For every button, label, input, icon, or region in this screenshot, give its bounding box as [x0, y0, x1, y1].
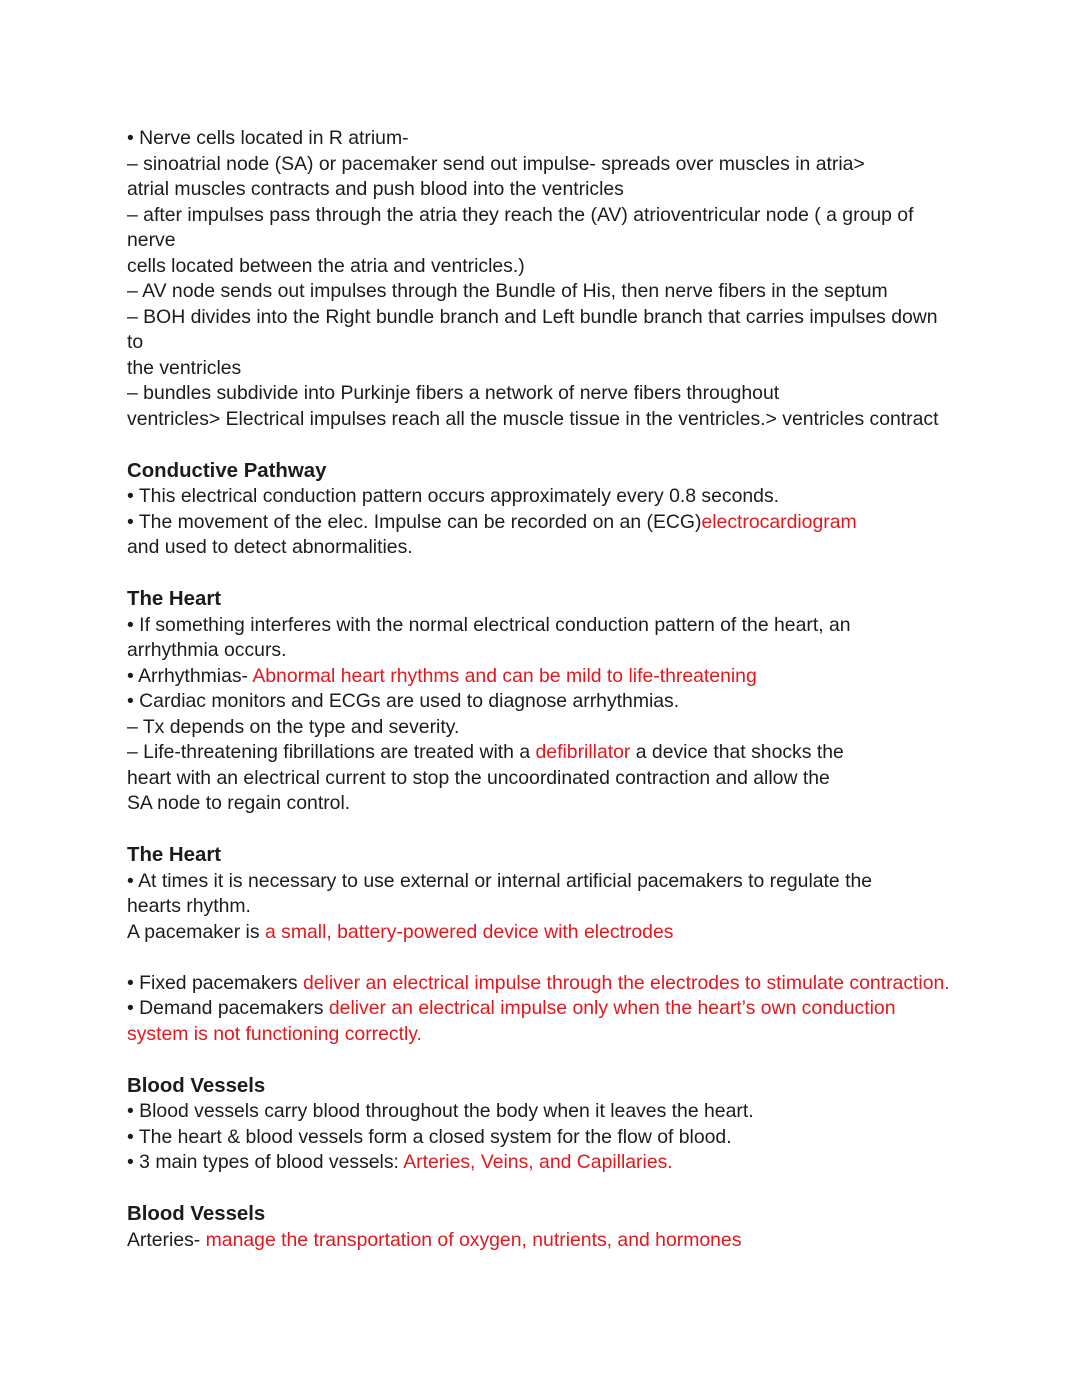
- intro-line-7: – AV node sends out impulses through the Bundle of His, then nerve fibers in the septum: [127, 280, 888, 302]
- heart-section-2: [127, 842, 967, 1047]
- text-span: a device that shocks the: [630, 741, 844, 763]
- intro-line-12: ventricles> Electrical impulses reach all the muscle tissue in the ventricles.> ventricles contract: [127, 407, 939, 430]
- heart2-line-5: [127, 996, 967, 1022]
- text-span: • 3 main types of blood vessels:: [127, 1151, 404, 1173]
- conductive-pathway-section: [127, 458, 967, 561]
- text-span: • Arrhythmias-: [127, 664, 253, 687]
- heart-section-1: [127, 586, 967, 817]
- text-span: • The movement of the elec. Impulse can be recorded on an (ECG): [127, 510, 702, 533]
- heart2-line-4: [127, 971, 967, 997]
- section-heading: Conductive Pathway: [127, 459, 327, 482]
- text-span: A pacemaker is: [127, 920, 265, 943]
- notes-content: [127, 126, 967, 1253]
- highlight-span: Abnormal heart rhythms and can be mild to life-threatening: [252, 664, 757, 687]
- text-span: – Life-threatening fibrillations are treated with a: [127, 741, 536, 763]
- conductive-line-1: • This electrical conduction pattern occurs approximately every 0.8 seconds.: [127, 485, 780, 507]
- vessels1-line-3: [127, 1150, 967, 1176]
- vessels1-line-1: • Blood vessels carry blood throughout the body when it leaves the heart.: [127, 1100, 754, 1122]
- intro-section: [127, 126, 967, 432]
- intro-line-3: atrial muscles contracts and push blood into the ventricles: [127, 178, 624, 200]
- intro-line-9: to: [127, 331, 144, 353]
- vessels1-line-2: • The heart & blood vessels form a closed system for the flow of blood.: [127, 1125, 732, 1148]
- highlight-span: electrocardiogram: [701, 510, 857, 533]
- text-span: Arteries-: [127, 1228, 206, 1251]
- text-span: • Fixed pacemakers: [127, 971, 303, 994]
- heart1-line-5: – Tx depends on the type and severity.: [127, 715, 460, 738]
- heart1-line-1: • If something interferes with the normal electrical conduction pattern of the heart, an: [127, 613, 851, 636]
- intro-line-11: – bundles subdivide into Purkinje fibers a network of nerve fibers throughout: [127, 382, 780, 404]
- highlight-span: defibrillator: [535, 741, 631, 763]
- section-heading: The Heart: [127, 588, 222, 610]
- heart1-line-6: [127, 740, 967, 766]
- conductive-line-3: and used to detect abnormalities.: [127, 536, 413, 558]
- heart1-line-3: [127, 664, 967, 690]
- intro-line-4: – after impulses pass through the atria they reach the (AV) atrioventricular node ( a group of: [127, 203, 914, 226]
- heart1-line-4: • Cardiac monitors and ECGs are used to diagnose arrhythmias.: [127, 690, 680, 712]
- intro-line-5: nerve: [127, 229, 176, 251]
- intro-line-2: – sinoatrial node (SA) or pacemaker send out impulse- spreads over muscles in atria>: [127, 152, 865, 175]
- section-heading: Blood Vessels: [127, 1203, 266, 1225]
- section-gap: [127, 817, 967, 843]
- heart2-line-3: [127, 920, 967, 946]
- section-gap: [127, 561, 967, 587]
- section-gap: [127, 432, 967, 458]
- section-gap: [127, 1176, 967, 1202]
- intro-line-8: – BOH divides into the Right bundle branch and Left bundle branch that carries impulses down: [127, 305, 938, 328]
- intro-line-10: the ventricles: [127, 356, 242, 379]
- heart1-line-7: heart with an electrical current to stop the uncoordinated contraction and allow the: [127, 766, 830, 789]
- highlight-span: Arteries, Veins, and Capillaries.: [403, 1151, 673, 1173]
- highlight-span: deliver an electrical impulse through the electrodes to stimulate contraction.: [302, 971, 950, 994]
- blood-vessels-section-1: [127, 1073, 967, 1176]
- heart2-line-6: system is not functioning correctly.: [127, 1022, 422, 1045]
- section-gap: [127, 1047, 967, 1073]
- heart1-line-2: arrhythmia occurs.: [127, 639, 287, 661]
- highlight-span: manage the transportation of oxygen, nutrients, and hormones: [205, 1228, 742, 1251]
- blood-vessels-section-2: [127, 1201, 967, 1253]
- conductive-line-2: [127, 510, 967, 536]
- heart1-line-8: SA node to regain control.: [127, 792, 351, 814]
- section-heading: Blood Vessels: [127, 1074, 266, 1097]
- intro-line-6: cells located between the atria and ventricles.): [127, 254, 525, 277]
- section-heading: The Heart: [127, 844, 222, 866]
- heart2-line-1: • At times it is necessary to use external or internal artificial pacemakers to regulate the: [127, 869, 873, 892]
- text-span: • Demand pacemakers: [127, 997, 329, 1019]
- vessels2-line-1: [127, 1228, 967, 1254]
- paragraph-gap: [127, 945, 967, 971]
- heart2-line-2: hearts rhythm.: [127, 895, 251, 917]
- intro-line-1: • Nerve cells located in R atrium-: [127, 127, 409, 149]
- highlight-span: a small, battery-powered device with electrodes: [264, 920, 674, 943]
- highlight-span: deliver an electrical impulse only when the heart’s own conduction: [328, 997, 896, 1019]
